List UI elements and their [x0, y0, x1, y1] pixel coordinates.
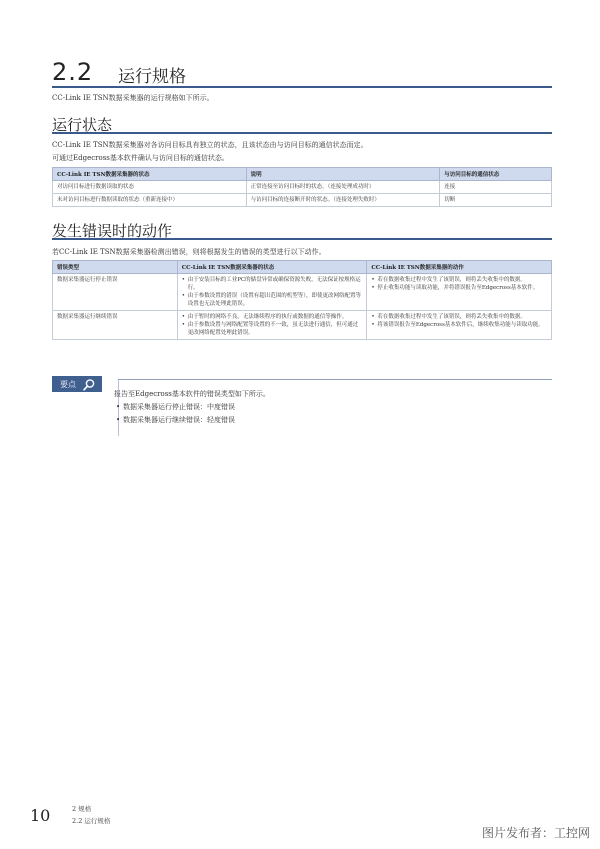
list-item: • 若在数据收集过程中发生了该错误，则将丢失收集中的数据。: [371, 313, 547, 321]
table-cell: [367, 274, 552, 311]
table-cell: 与访问目标的连接断开时的状态。（连接处理失败时）: [246, 194, 440, 207]
list-item: • 停止收集功能与读取功能，并将错误报告至Edgecross基本软件。: [371, 284, 547, 292]
table-cell: 正常连接至访问目标时的状态。（连接处理成功时）: [246, 181, 440, 194]
section-title: 运行规格: [118, 67, 186, 87]
point-text: 报告至Edgecross基本软件的错误类型如下所示。: [114, 390, 270, 398]
column-header: CC-Link IE TSN数据采集器的状态: [53, 168, 247, 181]
errors-heading: 发生错误时的动作: [52, 218, 552, 240]
table-header-row: [53, 168, 552, 181]
table-cell: 切断: [440, 194, 552, 207]
list-item: • 由于暂时的网络不良，无法继续程序的执行或数据的通信等操作。: [182, 313, 363, 321]
column-header: 错误类型: [53, 261, 178, 274]
table-row: [53, 181, 552, 194]
table-cell: [177, 274, 367, 311]
table-cell: 数据采集器运行停止错误: [53, 274, 178, 311]
table-cell: 数据采集器运行继续错误: [53, 311, 178, 340]
list-item: • 由于参数设置的错误（设置有超出范围的机型等），即使更改网络配置等设置也无法处理此错误。: [182, 292, 363, 308]
table-row: [53, 274, 552, 311]
point-label: 要点: [60, 380, 76, 389]
table-row: [53, 194, 552, 207]
list-item: • 数据采集器运行继续错误：轻度错误: [116, 414, 270, 427]
errors-table: [52, 260, 552, 340]
table-cell: 对访问目标进行数据读取的状态: [53, 181, 247, 194]
table-header-row: [53, 261, 552, 274]
watermark: 图片发布者：工控网: [481, 826, 590, 840]
status-para-2: 可通过Edgecross基本软件确认与访问目标的通信状态。: [52, 154, 229, 162]
point-box: [52, 376, 552, 436]
magnifier-icon: [82, 377, 96, 391]
table-cell: 未对访问目标进行数据读取的状态（重新连接中）: [53, 194, 247, 207]
footer-chapter: 2 规格: [72, 805, 92, 813]
list-item: • 由于参数设置与网络配置等设置的不一致，虽无法进行通信，但可通过更改网络配置处理此错误。: [182, 321, 363, 337]
errors-para: 若CC-Link IE TSN数据采集器检测出错误，则将根据发生的错误的类型进行以下动作。: [52, 248, 326, 256]
column-header: CC-Link IE TSN数据采集器的动作: [367, 261, 552, 274]
column-header: 说明: [246, 168, 440, 181]
table-cell: 连接: [440, 181, 552, 194]
status-heading: 运行状态: [52, 112, 552, 134]
table-cell: [177, 311, 367, 340]
page-number: 10: [30, 806, 51, 825]
point-divider: [118, 379, 552, 380]
section-number: 2.2: [52, 58, 94, 86]
status-table: [52, 167, 552, 207]
section-intro: CC-Link IE TSN数据采集器的运行规格如下所示。: [52, 94, 214, 102]
point-content: [114, 388, 270, 427]
column-header: CC-Link IE TSN数据采集器的状态: [177, 261, 367, 274]
section-header: [52, 56, 552, 88]
list-item: • 数据采集器运行停止错误：中度错误: [116, 401, 270, 414]
status-para-1: CC-Link IE TSN数据采集器对各访问目标具有独立的状态，且该状态由与访问目标的通信状态而定。: [52, 141, 368, 149]
footer-section: 2.2 运行规格: [72, 817, 111, 825]
table-row: [53, 311, 552, 340]
table-cell: [367, 311, 552, 340]
column-header: 与访问目标的通信状态: [440, 168, 552, 181]
list-item: • 若在数据收集过程中发生了该错误，则将丢失收集中的数据。: [371, 276, 547, 284]
list-item: • 将该错误报告至Edgecross基本软件后，继续收集功能与读取功能。: [371, 321, 547, 329]
list-item: • 由于安装目标的工业PC的储盘异常或确保资源失败，无法保证按规格运行。: [182, 276, 363, 292]
